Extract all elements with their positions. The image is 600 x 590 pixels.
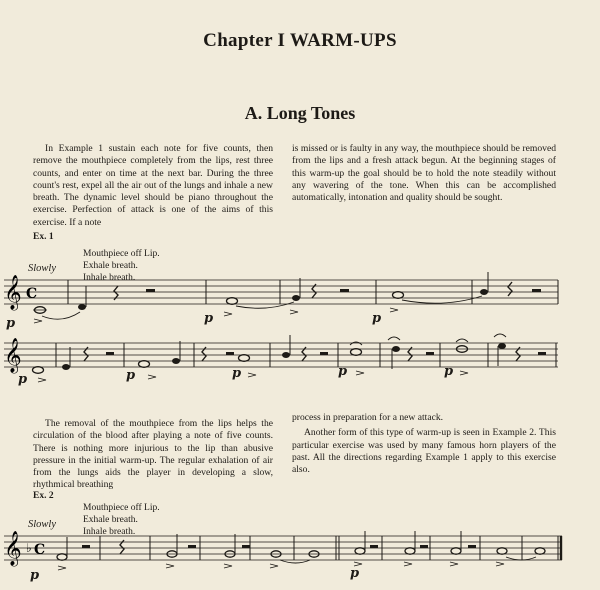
example2-dynamic-2: p — [350, 566, 360, 581]
example2-label: Ex. 2 — [33, 491, 54, 501]
instruction-inhale: Inhale breath. — [83, 527, 136, 537]
example1-dynamic-8: p — [444, 364, 454, 379]
svg-text:𝄞: 𝄞 — [4, 531, 22, 566]
svg-text:C: C — [26, 286, 38, 302]
instruction-mouthpiece: Mouthpiece off Lip. — [83, 503, 160, 513]
svg-text:C: C — [34, 542, 46, 558]
middle-right-column — [292, 412, 556, 476]
example1-dynamic-6: p — [232, 366, 242, 381]
section-title: A. Long Tones — [244, 103, 356, 123]
middle-left-paragraph: The removal of the mouthpiece from the lips helps the circulation of the blood after playing a note of five counts. There is nothing more injurious to the lip than abusive pressure in the initial warm-up. The regular exhalation of air from the lungs aids the player in developing a slow, rhythmical breathing — [33, 418, 273, 491]
intro-left-column — [33, 143, 273, 229]
example1-dynamic-2: p — [204, 311, 214, 326]
intro-right-paragraph: is missed or is faulty in any way, the mouthpiece should be removed from the lips and a fresh attack begun. At the beginning stages of this warm-up the goal should be to hold the note steadily without any wavering of the tone. When this can be accomplished automatically, intonation and quality should be sought. — [292, 143, 556, 204]
middle-right-paragraph-1: process in preparation for a new attack. — [292, 412, 444, 423]
example1-dynamic-5: p — [126, 368, 136, 383]
svg-text:𝄞: 𝄞 — [4, 275, 22, 310]
chapter-title: Chapter I WARM-UPS — [203, 30, 397, 51]
example1-dynamic-1: p — [6, 316, 16, 331]
instruction-mouthpiece: Mouthpiece off Lip. — [83, 249, 160, 259]
instruction-exhale: Exhale breath. — [83, 261, 138, 271]
svg-text:♭: ♭ — [26, 541, 32, 555]
example1-tempo: Slowly — [28, 263, 56, 274]
example1-staff-2 — [0, 335, 600, 415]
example1-dynamic-7: p — [338, 364, 348, 379]
example1-label: Ex. 1 — [33, 232, 54, 242]
intro-right-column — [292, 143, 556, 204]
example2-dynamic-1: p — [30, 568, 40, 583]
example2-tempo: Slowly — [28, 519, 56, 530]
example1-dynamic-4: p — [18, 372, 28, 387]
intro-left-paragraph: In Example 1 sustain each note for five counts, then remove the mouthpiece completely from the lips, rest three counts, and enter on time at the next bar. During the three count's rest, expel all the air out of the lungs and inhale a new breath. The dynamic level should be piano throughout the exercise. Perfection of attack is one of the aims of this exercise. If a note — [33, 143, 273, 228]
instruction-inhale: Inhale breath. — [83, 273, 136, 283]
svg-text:𝄞: 𝄞 — [4, 338, 22, 373]
instruction-exhale: Exhale breath. — [83, 515, 138, 525]
example1-dynamic-3: p — [372, 311, 382, 326]
example2-staff — [0, 530, 600, 590]
middle-right-paragraph-2: Another form of this type of warm-up is seen in Example 2. This particular exercise was used by many famous horn players of the past. All the directions regarding Example 1 apply to this exercise also. — [292, 427, 556, 476]
middle-left-column — [33, 418, 273, 492]
